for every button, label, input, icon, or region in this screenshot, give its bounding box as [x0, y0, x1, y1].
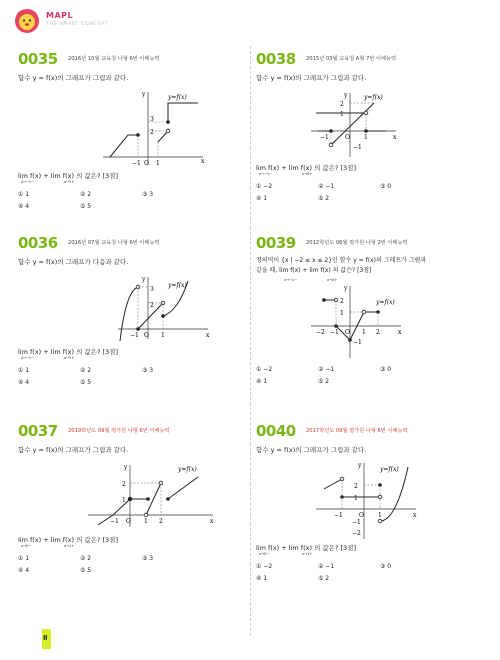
- problem-0040: [256, 422, 474, 582]
- svg-text:1: 1: [378, 512, 382, 519]
- svg-text:O: O: [345, 329, 350, 336]
- graph-label: y=f(x): [168, 94, 187, 101]
- choice[interactable]: ③ 0: [380, 366, 392, 373]
- svg-text:2: 2: [340, 101, 344, 108]
- svg-text:−1: −1: [320, 134, 329, 141]
- problem-0035: [18, 50, 236, 210]
- brand-subtitle: THE SMART CONCEPT: [46, 22, 109, 27]
- choice[interactable]: ① −2: [256, 563, 273, 570]
- problem-number: 0039: [256, 234, 296, 252]
- problem-number: 0040: [256, 422, 296, 440]
- limit-question: lim f(x) + lim f(x) 의 값은? [3점] x→−1− x→1+: [18, 348, 118, 360]
- function-graph: [256, 459, 456, 539]
- svg-text:2: 2: [150, 129, 154, 136]
- problem-source: 2017학년도 09월 평가원 나형 6번 이해능력: [306, 428, 408, 434]
- problem-question: 함수 y = f(x)의 그래프가 그림과 같다.: [18, 74, 129, 82]
- svg-text:−1: −1: [330, 329, 339, 336]
- answer-choices: [18, 367, 236, 386]
- problem-number: 0035: [18, 50, 58, 68]
- svg-text:y: y: [344, 285, 348, 292]
- limit-question: lim f(x) + lim f(x) 의 값은? [3점] x→−1− x→0+: [256, 164, 356, 176]
- problem-0039: [256, 234, 474, 385]
- svg-text:1: 1: [354, 495, 358, 502]
- svg-text:2: 2: [340, 298, 344, 305]
- svg-text:x: x: [201, 158, 205, 165]
- choice[interactable]: ④ 1: [256, 378, 268, 385]
- problem-question-line2: 같을 때, lim f(x) + lim f(x) 의 값은? [3점] x→−1− x→0+: [256, 267, 372, 282]
- choice[interactable]: ② −1: [318, 183, 335, 190]
- svg-text:y: y: [358, 462, 362, 469]
- svg-text:x: x: [206, 332, 210, 339]
- choice[interactable]: ④ 1: [256, 195, 268, 202]
- svg-text:−1: −1: [353, 144, 362, 151]
- choice[interactable]: ③ 0: [380, 183, 392, 190]
- choice[interactable]: ④ 4: [18, 379, 30, 386]
- graph-label: y=f(x): [380, 466, 399, 473]
- problem-question: 함수 y = f(x)의 그래프가 그림과 같다.: [256, 74, 367, 82]
- graph-label: y=f(x): [376, 299, 395, 306]
- choice[interactable]: ④ 4: [18, 203, 30, 210]
- problem-0036: [18, 234, 236, 386]
- svg-text:−1: −1: [334, 512, 343, 519]
- svg-text:1: 1: [340, 111, 344, 118]
- svg-text:1: 1: [161, 332, 165, 339]
- svg-text:−1: −1: [353, 339, 362, 346]
- svg-text:1: 1: [156, 160, 160, 167]
- svg-text:x: x: [398, 329, 402, 336]
- choice[interactable]: ③ 3: [142, 191, 154, 198]
- choice[interactable]: ⑤ 5: [80, 379, 92, 386]
- choice[interactable]: ① 1: [18, 367, 30, 374]
- svg-text:1: 1: [122, 497, 126, 504]
- lion-logo-icon: [14, 8, 40, 34]
- svg-text:O: O: [126, 518, 131, 525]
- limit-question: lim f(x) + lim f(x) 의 값은? [3점] x→−1− x→1+: [18, 172, 118, 184]
- svg-text:−1: −1: [132, 160, 141, 167]
- svg-text:O: O: [359, 512, 364, 519]
- answer-choices: [256, 183, 474, 202]
- choice[interactable]: ① 1: [18, 191, 30, 198]
- choice[interactable]: ⑤ 5: [80, 203, 92, 210]
- answer-choices: [18, 555, 236, 574]
- choice[interactable]: ② 2: [80, 555, 92, 562]
- svg-text:2: 2: [354, 483, 358, 490]
- problem-number: 0038: [256, 50, 296, 68]
- problem-source: 2019학년도 09월 평가원 나형 6번 이해능력: [68, 428, 170, 434]
- function-graph: [18, 271, 218, 343]
- choice[interactable]: ⑤ 2: [318, 575, 330, 582]
- choice[interactable]: ⑤ 2: [318, 195, 330, 202]
- svg-text:−1: −1: [110, 518, 119, 525]
- problem-0038: [256, 50, 474, 202]
- problem-question: 함수 y = f(x)의 그래프가 그림과 같다.: [18, 446, 129, 454]
- choice[interactable]: ① −2: [256, 183, 273, 190]
- svg-text:y: y: [142, 91, 146, 98]
- svg-text:2: 2: [159, 518, 163, 525]
- choice[interactable]: ④ 4: [18, 567, 30, 574]
- svg-text:x: x: [413, 512, 417, 519]
- problem-number: 0036: [18, 234, 58, 252]
- choice[interactable]: ① 1: [18, 555, 30, 562]
- choice[interactable]: ③ 3: [142, 367, 154, 374]
- problem-source: 2015년 03월 교육청 A형 7번 이해능력: [306, 56, 397, 62]
- svg-text:−2: −2: [316, 329, 325, 336]
- svg-text:2: 2: [150, 302, 154, 309]
- svg-text:−2: −2: [352, 530, 361, 537]
- problem-question: 정의역이 {x | −2 ≤ x ≤ 2}인 함수 y = f(x)의 그래프가 그림과: [256, 257, 427, 264]
- svg-text:y: y: [142, 276, 146, 283]
- problem-source: 2012학년도 06월 평가원 나형 2번 이해능력: [306, 240, 408, 246]
- svg-text:1: 1: [144, 518, 148, 525]
- function-graph: [18, 87, 218, 167]
- svg-text:x: x: [393, 134, 397, 141]
- graph-label: y=f(x): [364, 94, 383, 101]
- svg-text:y: y: [344, 92, 348, 99]
- limit-question: lim f(x) + lim f(x) 의 값은? [3점] x→0− x→1+: [18, 536, 118, 548]
- svg-text:x: x: [210, 518, 214, 525]
- problem-source: 2016년 07월 교육청 나형 6번 이해능력: [68, 240, 160, 246]
- choice[interactable]: ⑤ 2: [318, 378, 330, 385]
- chapter-tab: [42, 629, 51, 649]
- answer-choices: [256, 563, 474, 582]
- svg-text:O: O: [144, 160, 149, 167]
- answer-choices: [256, 366, 474, 385]
- answer-choices: [18, 191, 236, 210]
- choice[interactable]: ③ 3: [142, 555, 154, 562]
- svg-text:−1: −1: [352, 519, 361, 526]
- svg-text:y: y: [124, 464, 128, 471]
- brand-name: MAPL: [46, 11, 74, 20]
- graph-label: y=f(x): [168, 282, 187, 289]
- problem-question: 함수 y = f(x)의 그래프가 그림과 같다.: [256, 446, 367, 454]
- svg-text:2: 2: [376, 329, 380, 336]
- chapter-mark: Ⅱ: [43, 634, 48, 642]
- choice[interactable]: ③ 0: [380, 563, 392, 570]
- graph-label: y=f(x): [178, 466, 197, 473]
- limit-question: lim f(x) + lim f(x) 의 값은? [3점] x→0− x→1+: [256, 544, 356, 556]
- page-header: [14, 8, 214, 36]
- svg-text:−1: −1: [130, 332, 139, 339]
- choice[interactable]: ② −1: [318, 563, 335, 570]
- function-graph: [18, 459, 218, 531]
- choice[interactable]: ② −1: [318, 366, 335, 373]
- svg-text:1: 1: [340, 310, 344, 317]
- choice[interactable]: ② 2: [80, 367, 92, 374]
- svg-text:3: 3: [150, 286, 154, 293]
- choice[interactable]: ⑤ 5: [80, 567, 92, 574]
- choice[interactable]: ① −2: [256, 366, 273, 373]
- svg-text:2: 2: [122, 481, 126, 488]
- choice[interactable]: ④ 1: [256, 575, 268, 582]
- svg-text:O: O: [345, 134, 350, 141]
- problem-source: 2016년 10월 교육청 나형 6번 이해능력: [68, 56, 160, 62]
- svg-text:1: 1: [362, 329, 366, 336]
- problem-0037: [18, 422, 236, 574]
- problem-number: 0037: [18, 422, 58, 440]
- svg-text:1: 1: [364, 134, 368, 141]
- problem-question: 함수 y = f(x)의 그래프가 다음과 같다.: [18, 258, 129, 266]
- function-graph: [256, 282, 456, 360]
- choice[interactable]: ② 2: [80, 191, 92, 198]
- column-divider: [250, 46, 251, 636]
- svg-text:3: 3: [150, 116, 154, 123]
- function-graph: [256, 87, 456, 159]
- svg-text:O: O: [144, 332, 149, 339]
